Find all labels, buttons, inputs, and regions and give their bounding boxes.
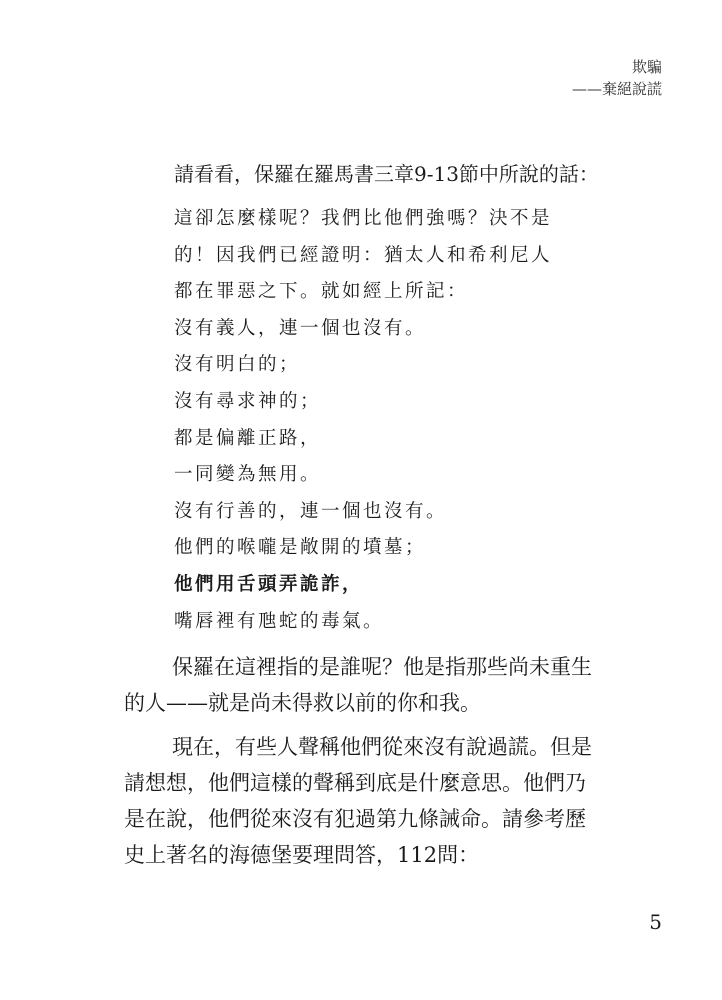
quote-line: 他們的喉嚨是敞開的墳墓；	[174, 537, 427, 559]
quote-line: 沒有尋求神的；	[174, 390, 322, 412]
quote-line: 都是偏離正路，	[174, 427, 322, 449]
running-header	[572, 56, 662, 100]
intro-sentence: 請看看，保羅在羅馬書三章9-13節中所說的話：	[174, 162, 599, 186]
quote-line: 沒有明白的；	[174, 354, 301, 376]
chapter-title: 欺騙	[631, 58, 662, 76]
body-paragraph	[124, 649, 604, 721]
paragraph-line: 請想想，他們這樣的聲稱到底是什麼意思。他們乃	[124, 771, 586, 795]
body-paragraph	[124, 729, 604, 873]
page-number: 5	[649, 910, 662, 934]
quote-line: 這卻怎麼樣呢？我們比他們強嗎？決不是	[174, 208, 553, 229]
quote-line: 一同變為無用。	[174, 464, 322, 486]
quote-line: 沒有行善的，連一個也沒有。	[174, 500, 448, 522]
scripture-quote	[174, 205, 552, 644]
paragraph-line: 現在，有些人聲稱他們從來沒有說過謊。但是	[172, 735, 592, 759]
paragraph-line: 是在說，他們從來沒有犯過第九條誡命。請參考歷	[124, 807, 586, 831]
paragraph-line: 保羅在這裡指的是誰呢？他是指那些尚未重生	[172, 655, 592, 679]
quote-line: 嘴唇裡有虺蛇的毒氣。	[174, 610, 385, 632]
quote-line: 都在罪惡之下。就如經上所記：	[174, 281, 469, 303]
paragraph-line: 的人——就是尚未得救以前的你和我。	[124, 691, 481, 715]
quote-line: 他們用舌頭弄詭詐，	[174, 573, 364, 595]
quote-line: 的！因我們已經證明：猶太人和希利尼人	[174, 244, 553, 266]
quote-line: 沒有義人，連一個也沒有。	[174, 317, 427, 339]
paragraph-line: 史上著名的海德堡要理問答，112問：	[124, 843, 480, 867]
chapter-subtitle: ——棄絕說謊	[571, 80, 662, 98]
